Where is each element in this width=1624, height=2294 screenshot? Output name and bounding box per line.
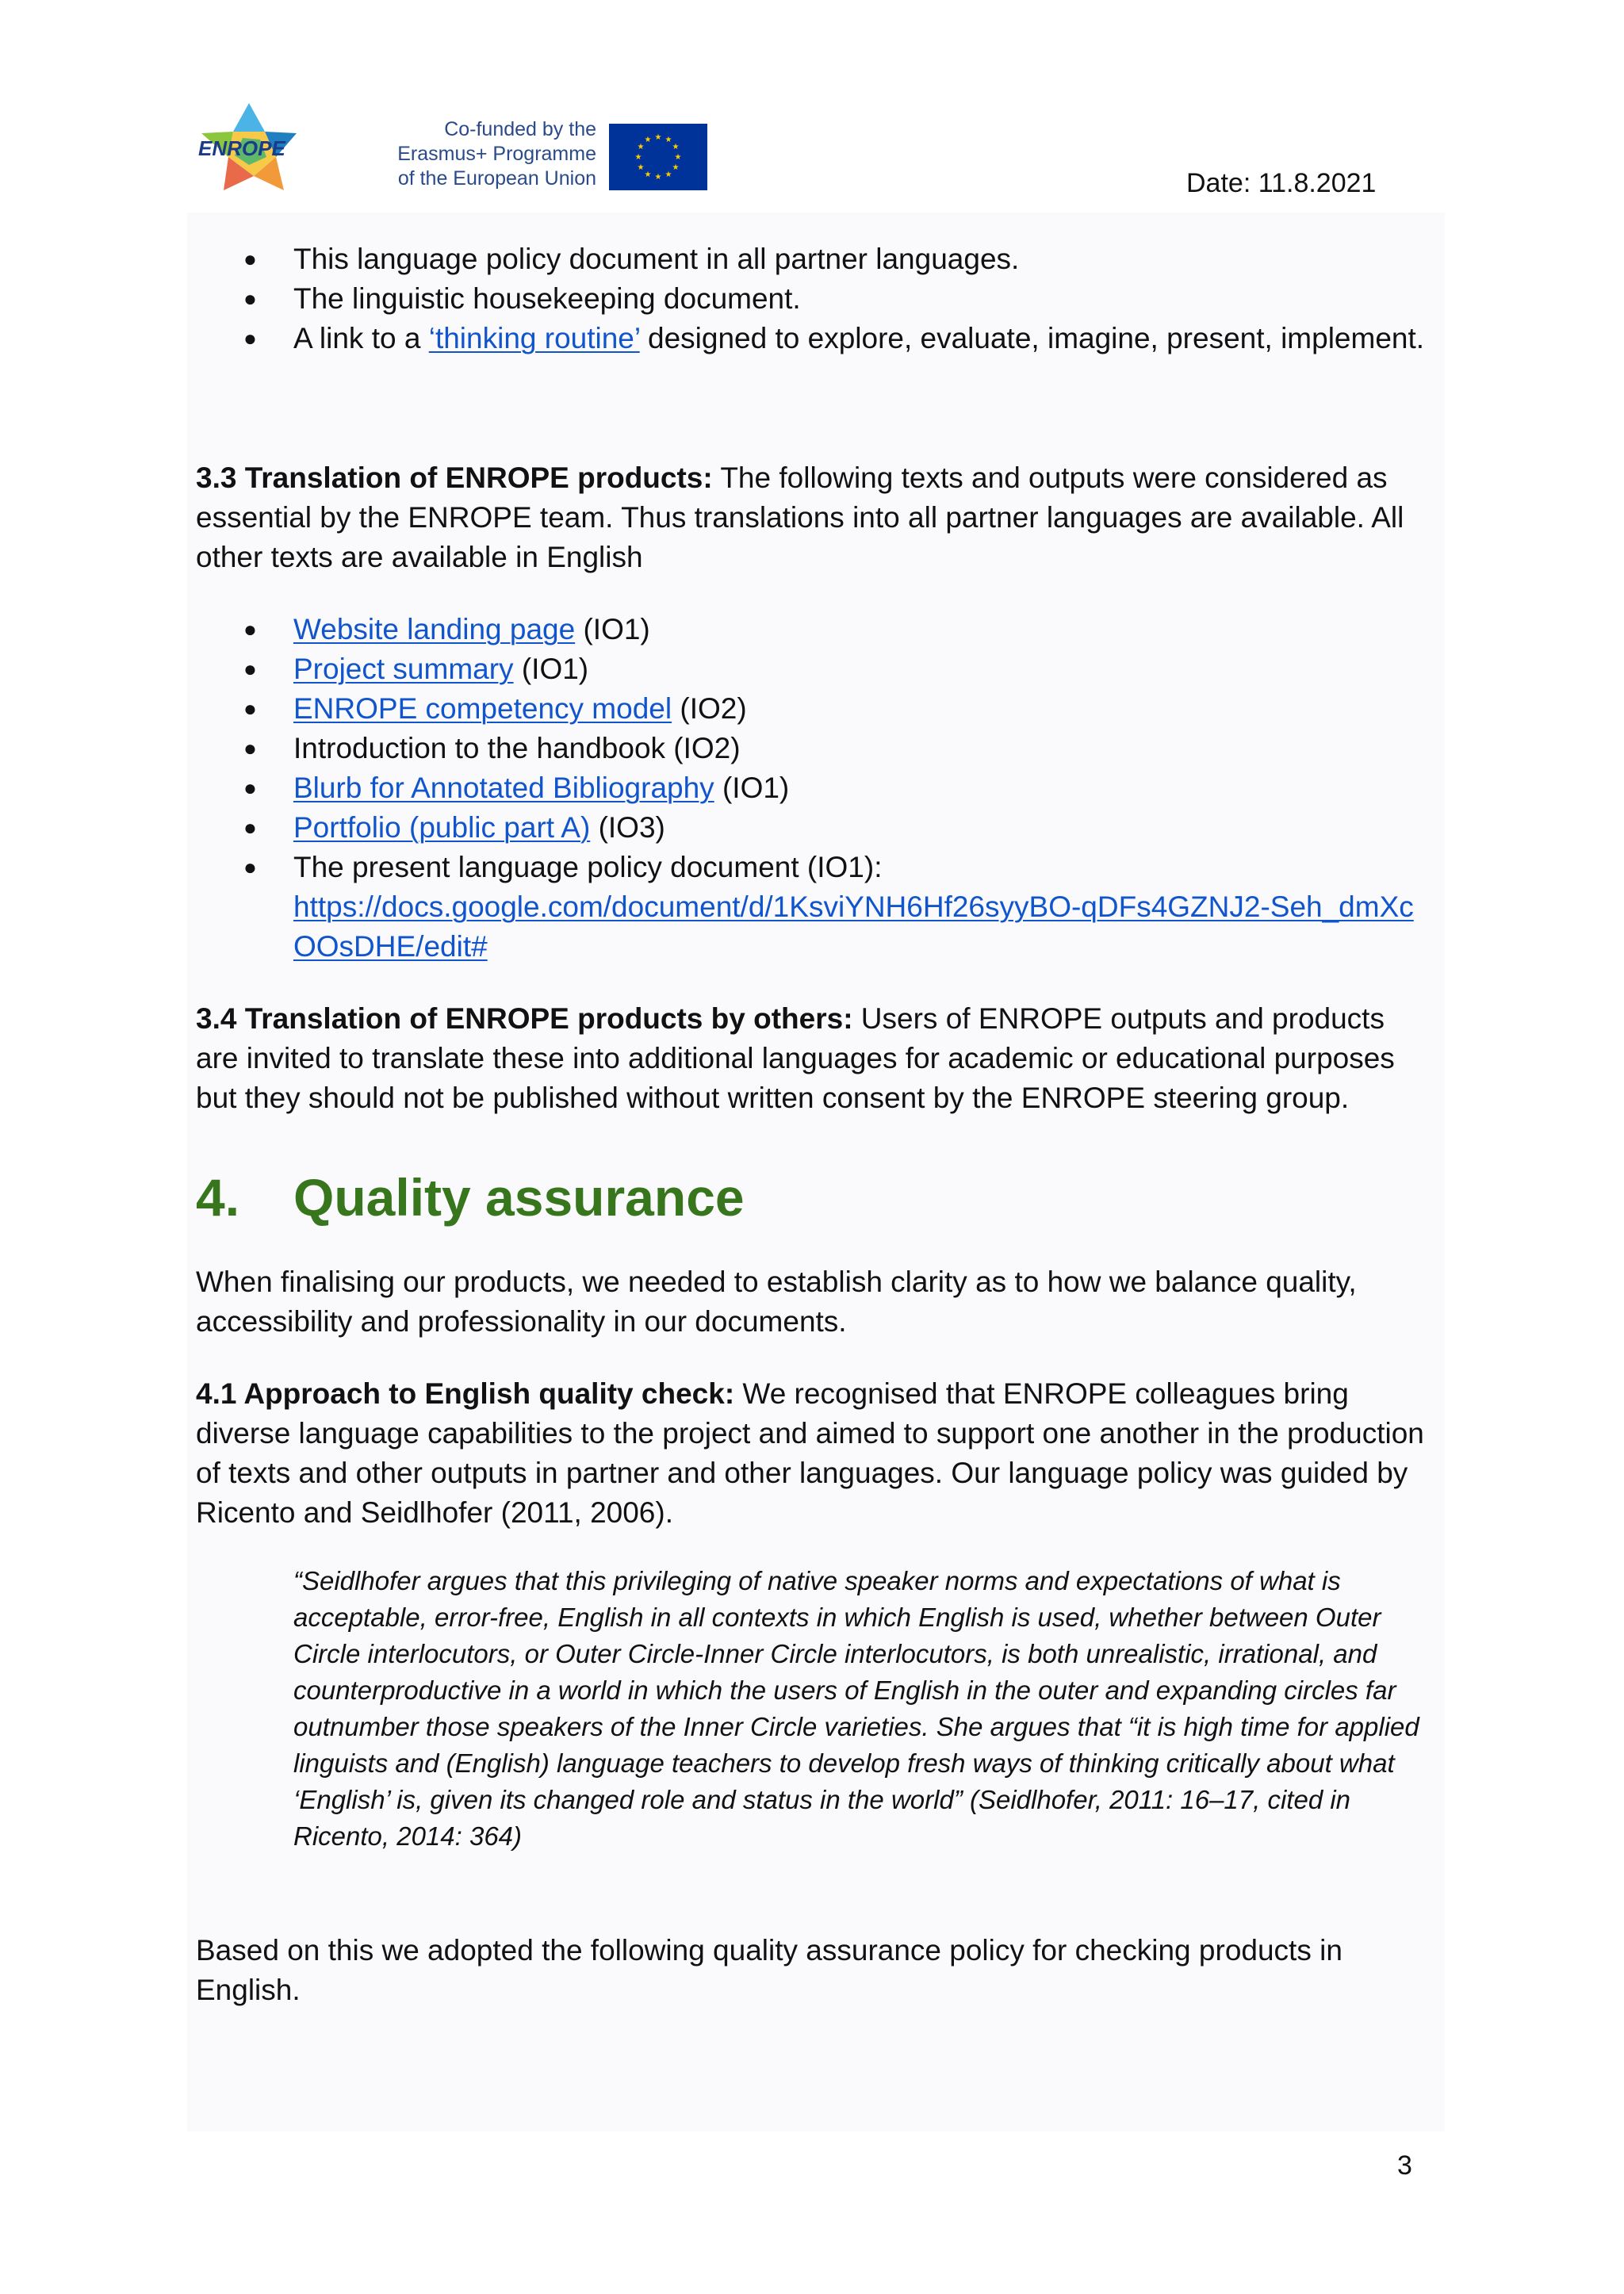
bullet-icon: ●: [243, 736, 257, 760]
section-4-heading: [196, 1166, 1433, 1229]
svg-text:★: ★: [665, 136, 672, 144]
eu-line-3: of the European Union: [397, 167, 596, 190]
section-3-4-heading: 3.4 Translation of ENROPE products by others:: [196, 1002, 853, 1035]
section-3-4-paragraph: 3.4 Translation of ENROPE products by others: Users of ENROPE outputs and products are invited to translate these into additional languages for academic or educational purposes but they should not be published without written consent by the ENROPE steering group.: [196, 1002, 1395, 1114]
bullet-icon: ●: [243, 815, 257, 840]
section-3-3-heading: 3.3 Translation of ENROPE products:: [196, 461, 713, 494]
eu-cofunding-text: [384, 117, 596, 191]
page-header: [0, 0, 1624, 206]
project-summary-link[interactable]: Project summary: [293, 653, 514, 685]
list-item: ● ENROPE competency model (IO2): [196, 689, 1433, 729]
bullet-icon: ●: [243, 696, 257, 721]
list-item: ● Introduction to the handbook (IO2): [196, 729, 1433, 768]
bullet-icon: ●: [243, 617, 257, 641]
bullet-icon: ●: [243, 776, 257, 800]
bullet-icon: ●: [243, 855, 257, 879]
list-item: ● The present language policy document (IO1): https://docs.google.com/document/d/1KsviYNH6Hf26syyBO-qDFs4GZNJ2-Seh_dmXcOOsDHE/edit#: [196, 848, 1433, 967]
seidlhofer-quote: “Seidlhofer argues that this privileging of native speaker norms and expectations of what is acceptable, error-free, English in all contexts in which English is used, whether between Outer Circle interlocutors, or Outer Circle-Inner Circle interlocutors, is both unrealistic, irrational, and counterproductive in a world in which the users of English in the outer and expanding circles far outnumber those speakers of the Inner Circle varieties. She argues that “it is high time for applied linguists and (English) language teachers to develop fresh ways of thinking critically about what ‘English’ is, given its changed role and status in the world” (Seidlhofer, 2011: 16–17, cited in Ricento, 2014: 364): [293, 1566, 1419, 1851]
svg-text:★: ★: [637, 143, 645, 151]
bullet-icon: ●: [243, 657, 257, 681]
bullet-icon: ●: [243, 326, 257, 350]
svg-text:★: ★: [634, 153, 642, 162]
section-4-1-paragraph: 4.1 Approach to English quality check: We recognised that ENROPE colleagues bring diverse language capabilities to the project and aimed to support one another in the production of texts and other outputs in partner and other languages. Our language policy was guided by Ricento and Seidlhofer (2011, 2006).: [196, 1377, 1424, 1529]
language-policy-document-link[interactable]: https://docs.google.com/document/d/1KsviYNH6Hf26syyBO-qDFs4GZNJ2-Seh_dmXcOOsDHE/edit#: [293, 890, 1414, 963]
bullet-icon: ●: [243, 286, 257, 311]
svg-text:★: ★: [672, 143, 680, 151]
annotated-bibliography-link[interactable]: Blurb for Annotated Bibliography: [293, 772, 714, 804]
svg-text:ENROPE: ENROPE: [198, 136, 285, 160]
section-3-3-paragraph: 3.3 Translation of ENROPE products: The following texts and outputs were considered as essential by the ENROPE team. Thus translations into all partner languages are available. All other texts are available in English: [196, 461, 1404, 573]
eu-flag-icon: [609, 124, 707, 190]
intro-bullet-list: [196, 239, 1433, 358]
document-date: Date: 11.8.2021: [1186, 168, 1377, 198]
list-item: ● Portfolio (public part A) (IO3): [196, 808, 1433, 848]
list-item: ● Project summary (IO1): [196, 649, 1433, 689]
competency-model-link[interactable]: ENROPE competency model: [293, 692, 672, 725]
eu-line-2: Erasmus+ Programme: [397, 143, 596, 165]
section-4-intro: When finalising our products, we needed to establish clarity as to how we balance quality, accessibility and professionality in our documents.: [196, 1266, 1357, 1338]
section-number: 4.: [196, 1168, 240, 1227]
thinking-routine-link[interactable]: ‘thinking routine’: [428, 322, 640, 354]
page-number: 3: [1397, 2150, 1412, 2181]
list-item: ● Website landing page (IO1): [196, 610, 1433, 649]
svg-text:★: ★: [672, 163, 680, 172]
translated-products-list: [196, 610, 1433, 967]
svg-text:★: ★: [674, 153, 682, 162]
svg-text:★: ★: [644, 136, 652, 144]
svg-text:★: ★: [665, 170, 672, 179]
portfolio-link[interactable]: Portfolio (public part A): [293, 811, 591, 844]
svg-text:★: ★: [654, 173, 662, 182]
svg-text:★: ★: [637, 163, 645, 172]
list-item: ● The linguistic housekeeping document.: [196, 279, 1433, 319]
section-4-1-heading: 4.1 Approach to English quality check:: [196, 1377, 735, 1410]
eu-line-1: Co-funded by the: [444, 118, 596, 140]
list-item: ● Blurb for Annotated Bibliography (IO1): [196, 768, 1433, 808]
svg-text:★: ★: [644, 170, 652, 179]
section-title: Quality assurance: [293, 1168, 745, 1227]
closing-paragraph: Based on this we adopted the following quality assurance policy for checking products in English.: [196, 1934, 1342, 2006]
list-item: ● A link to a ‘thinking routine’ designed to explore, evaluate, imagine, present, implement.: [196, 319, 1433, 358]
list-item: ● This language policy document in all partner languages.: [196, 239, 1433, 279]
enrope-star-logo: [197, 100, 301, 193]
bullet-icon: ●: [243, 247, 257, 271]
website-landing-page-link[interactable]: Website landing page: [293, 613, 576, 645]
document-body: [196, 239, 1433, 2010]
svg-text:★: ★: [654, 133, 662, 142]
